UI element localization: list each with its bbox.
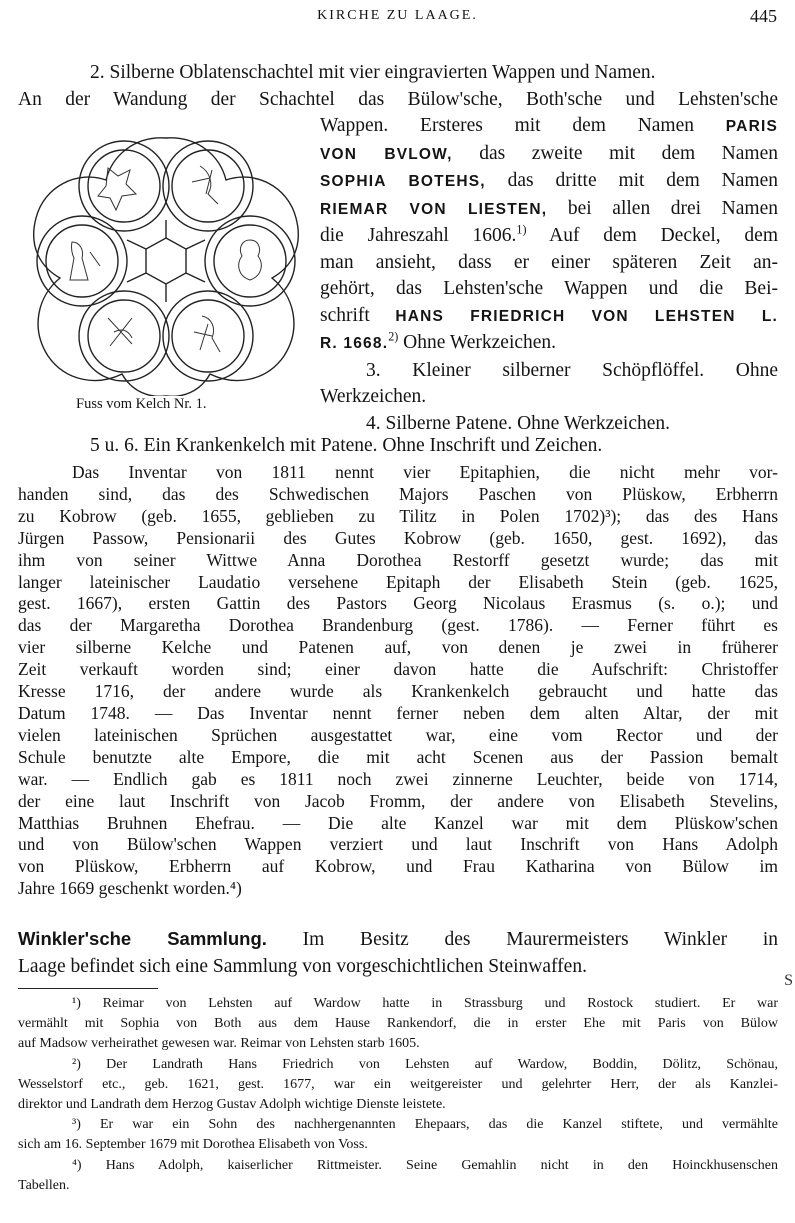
footnote-line: Tabellen. [18,1177,70,1193]
footnote-line: ⁴) Hans Adolph, kaiserlicher Rittmeister. Seine Gemahlin nicht in den Hoinckhusenschen [72,1157,778,1173]
item-2-line-7: die Jahreszahl 1606.$^{1)}$ Auf dem Deckel, dem [320,223,778,246]
winkler-heading: Winkler'sche Sammlung. [18,928,267,949]
name-sophia-botehs: SOPHIA BOTEHS, [320,173,486,190]
item-2-wrapped [320,113,778,437]
inventory-line: vier silberne Kelche und Patenen auf, von denen je zwei in früherer [18,637,778,658]
inventory-line: ihm von seiner Wittwe Anna Dorothea Restorff gesetzt wurde; das mit [18,549,778,570]
winkler-section [18,926,778,980]
item-2-line-6: RIEMAR VON LIESTEN, bei allen drei Namen [320,197,778,219]
running-title: KIRCHE ZU LAAGE. [317,8,478,23]
inventory-line: Jahre 1669 geschenkt worden.⁴) [18,878,242,899]
name-hans-friedrich: HANS FRIEDRICH VON LEHSTEN L. [395,307,778,325]
item-2-line-2: An der Wandung der Schachtel das Bülow'sche, Both'sche und Lehsten'sche [18,88,778,110]
item-2-line-1: 2. Silberne Oblatenschachtel mit vier eingravierten Wappen und Namen. [90,62,656,83]
inventory-line: von Plüskow, Erbherrn auf Kobrow, und Frau Katharina von Bülow im [18,856,778,877]
footnote-line: direktor und Landrath dem Herzog Gustav Adolph wichtige Dienste leistete. [18,1097,446,1113]
footnotes [18,994,778,1196]
item-5-6-line: 5 u. 6. Ein Krankenkelch mit Patene. Ohne Inschrift und Zeichen. [90,435,603,456]
item-2-line-11: R. 1668.$^{2)}$ Ohne Werkzeichen. [320,330,557,353]
running-header [0,8,795,30]
inventory-line: Schule benutzte alte Empore, die mit acht Scenen aus der Passion bemalt [18,746,778,767]
winkler-line-1: Winkler'sche Sammlung. Im Besitz des Maurermeisters Winkler in [18,928,778,950]
item-2-line-8: man ansieht, dass er einer späteren Zeit an- [320,251,778,273]
item-5-6 [18,433,778,460]
inventory-line: der eine laut Inschrift von Jacob Fromm, der andere von Elisabeth Stevelins, [18,790,778,811]
item-2-line-4: VON BVLOW, das zweite mit dem Namen [320,142,778,164]
inventory-line: langer lateinischer Laudatio versehene Epitaph der Elisabeth Stein (geb. 1625, [18,571,778,592]
item-3-line-1: 3. Kleiner silberner Schöpflöffel. Ohne [366,359,778,381]
item-2-line-5: SOPHIA BOTEHS, das dritte mit dem Namen [320,170,778,191]
inventory-line: zu Kobrow (geb. 1655, geblieben zu Tilitz in Polen 1702)³); das des Hans [18,505,778,526]
inventory-line: Kresse 1716, der andere wurde als Krankenkelch gebraucht und hatte das [18,681,778,702]
inventory-line: Das Inventar von 1811 nennt vier Epitaphien, die nicht mehr vor- [72,462,778,482]
inventory-line: Zeit verkauft worden sind; einer davon hatte die Aufschrift: Christoffer [18,659,778,680]
inventory-line: und von Bülow'schen Wappen verziert und laut Inschrift von Hans Adolph [18,834,778,855]
footnote-line: Wesselstorf etc., geb. 1621, gest. 1677, war ein weitgereister und gelehrter Herr, der als Kanzlei- [18,1076,778,1092]
footnote-line: ²) Der Landrath Hans Friedrich von Lehsten auf Wardow, Boddin, Dölitz, Schönau, [72,1056,778,1072]
footnote-rule [18,988,158,989]
winkler-line-2: Laage befindet sich eine Sammlung von vorgeschichtlichen Steinwaffen. [18,955,587,977]
chalice-foot-illustration [22,128,310,396]
footnote-line: auf Madsow verheirathet gewesen war. Reimar von Lehsten starb 1605. [18,1036,420,1052]
inventory-line: gest. 1667), ersten Gattin des Pastors Georg Nicolaus Erasmus (s. o.); und [18,593,778,614]
page-number: 445 [750,6,777,26]
footnote-line: vermählt mit Sophia von Both aus dem Hause Rankendorf, die in erster Ehe mit Paris von Bülow [18,1016,778,1032]
name-paris: PARIS [725,118,778,135]
inventory-line: war. — Endlich gab es 1811 noch zwei zinnerne Leuchter, beide von 1714, [18,768,778,789]
item-3-line-2: Werkzeichen. [320,386,427,407]
footnote-line: sich am 16. September 1679 mit Dorothea Elisabeth von Voss. [18,1137,368,1153]
footnote-line: ¹) Reimar von Lehsten auf Wardow hatte in Strassburg und Rostock studiert. Er war [72,996,778,1011]
inventory-line: Jürgen Passow, Pensionarii des Gutes Kobrow (geb. 1650, gest. 1692), das [18,527,778,548]
item-2-line-3: Wappen. Ersteres mit dem Namen PARIS [320,115,778,136]
stray-glyph: S [784,972,793,989]
footnote-ref-1: 1) [516,223,527,237]
footnote-ref-2: 2) [388,330,399,344]
inventory-line: das der Margaretha Dorothea Brandenburg (gest. 1786). — Ferner führt es [18,615,778,636]
item-4-line-1: 4. Silberne Patene. Ohne Werkzeichen. [366,412,671,434]
item-2-line-9: gehört, das Lehsten'sche Wappen und die Bei- [320,278,778,299]
inventory-line: Matthias Bruhnen Ehefrau. — Die alte Kanzel war mit dem Plüskow'schen [18,812,778,833]
footnote-line: ³) Er war ein Sohn des nachhergenannten Ehepaars, das die Kanzel stiftete, und vermählte [72,1117,778,1133]
inventory-line: handen sind, das des Schwedischen Majors Paschen von Plüskow, Erbherrn [18,483,778,504]
name-riemar-von-liesten: RIEMAR VON LIESTEN, [320,200,548,218]
figure-caption: Fuss vom Kelch Nr. 1. [76,396,207,412]
inventory-paragraph [18,462,778,900]
item-2-intro [18,60,778,113]
inventory-line: vielen lateinischen Sprüchen ausgestattet war, eine vom Rector und der [18,724,778,745]
inventory-line: Datum 1748. — Das Inventar nennt ferner neben dem alten Altar, der mit [18,702,778,723]
name-von-bvlow: VON BVLOW, [320,145,453,163]
item-2-line-10: schrift HANS FRIEDRICH VON LEHSTEN L. [320,304,778,326]
